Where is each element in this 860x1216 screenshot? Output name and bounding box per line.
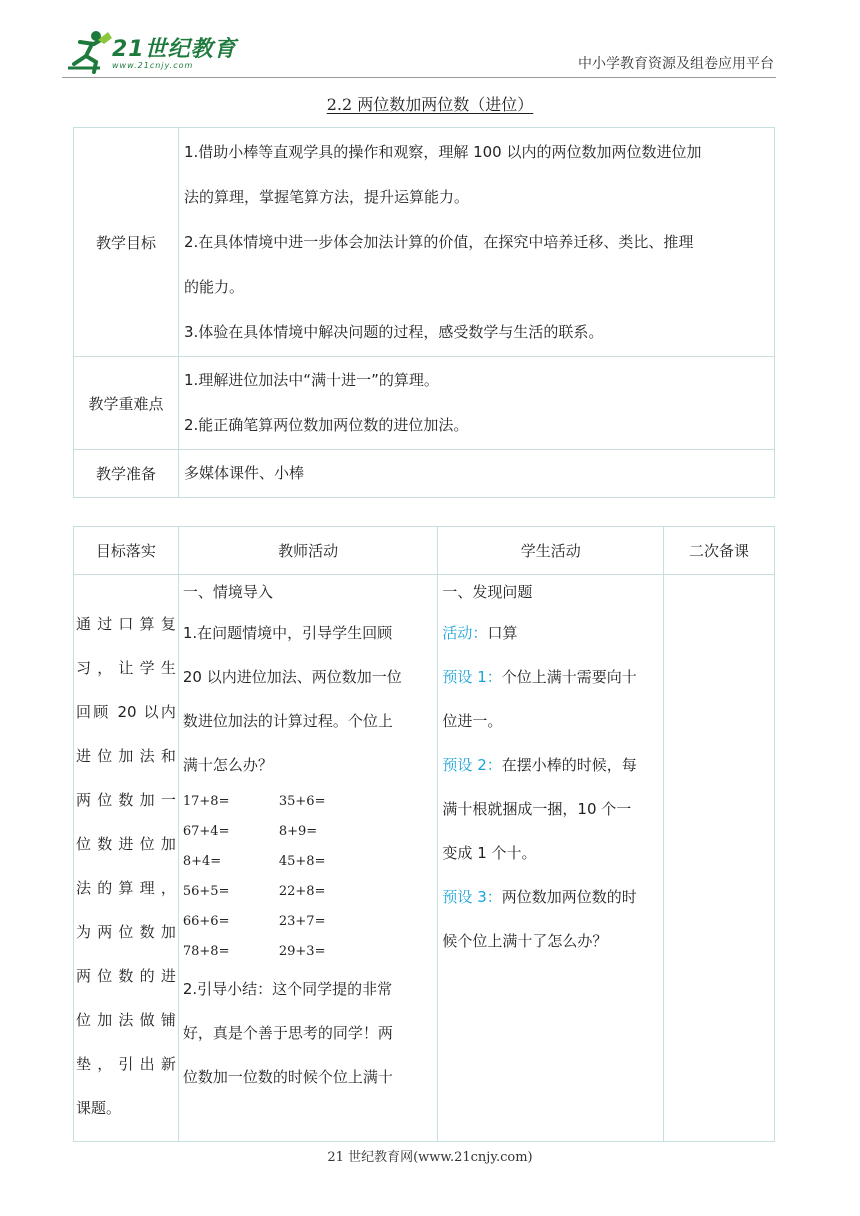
- column-header: 二次备课: [664, 527, 775, 575]
- goal-line: 回顾 20 以内: [76, 703, 176, 721]
- info-table: [73, 127, 775, 498]
- text-line: 2.能正确笔算两位数加两位数的进位加法。: [184, 416, 469, 434]
- goal-line: 通过口算复: [76, 615, 176, 633]
- goal-cell: [74, 575, 179, 1142]
- text-line: 好，真是个善于思考的同学！两: [182, 1024, 393, 1042]
- goal-line: 为两位数加: [76, 923, 176, 941]
- oral-calculation-list: [179, 787, 438, 967]
- text-line: 位数加一位数的时候个位上满十: [182, 1068, 393, 1086]
- oral-row: 56+5= 22+8=: [182, 884, 326, 899]
- oral-row: 78+8= 29+3=: [182, 944, 326, 959]
- preset-line: 预设 1：个位上满十需要向十: [442, 668, 637, 686]
- text-line: 2.在具体情境中进一步体会加法计算的价值，在探究中培养迁移、类比、推理: [184, 232, 694, 251]
- header-divider: [62, 77, 776, 78]
- table-row: [74, 450, 775, 498]
- lesson-plan-table: [73, 526, 775, 1142]
- student-activity-cell: [438, 575, 664, 1142]
- oral-row: 66+6= 23+7=: [182, 914, 326, 929]
- text-line: 的能力。: [184, 277, 245, 296]
- text-line: 变成 1 个十。: [442, 844, 537, 862]
- platform-name: 中小学教育资源及组卷应用平台: [578, 56, 774, 72]
- preset-line: 预设 3：两位数加两位数的时: [442, 888, 637, 906]
- document-title: 2.2 两位数加两位数（进位）: [326, 95, 534, 114]
- teacher-activity-cell: [178, 575, 438, 1142]
- oral-row: 17+8= 35+6=: [182, 794, 326, 809]
- table-row: [74, 575, 775, 1142]
- table-row: [74, 128, 775, 357]
- goal-line: 位数进位加: [76, 835, 176, 853]
- page-footer: 21 世纪教育网(www.21cnjy.com): [327, 1150, 533, 1165]
- text-line: 1.借助小棒等直观学具的操作和观察，理解 100 以内的两位数加两位数进位加: [184, 142, 702, 161]
- text-line: 3.体验在具体情境中解决问题的过程，感受数学与生活的联系。: [184, 322, 604, 341]
- logo-text: 21世纪教育: [112, 37, 237, 62]
- row-label: 教学目标: [74, 128, 179, 357]
- text-line: 20 以内进位加法、两位数加一位: [182, 668, 402, 686]
- objectives-cell: [179, 128, 775, 357]
- activity-line: 活动：口算: [442, 624, 518, 642]
- text-line: 位进一。: [442, 712, 503, 730]
- preparation-cell: [179, 450, 775, 498]
- text-line: 1.在问题情境中，引导学生回顾: [182, 624, 393, 642]
- row-label: 教学准备: [74, 450, 179, 498]
- text-line: 候个位上满十了怎么办？: [442, 932, 608, 950]
- text-line: 数进位加法的计算过程。个位上: [182, 712, 393, 730]
- text-line: 法的算理，掌握笔算方法，提升运算能力。: [184, 187, 470, 206]
- goal-line: 课题。: [76, 1099, 122, 1117]
- text-line: 2.引导小结：这个同学提的非常: [182, 980, 393, 998]
- key-points-cell: [179, 357, 775, 450]
- oral-row: 67+4= 8+9=: [182, 824, 318, 839]
- row-label: 教学重难点: [74, 357, 179, 450]
- logo-url: www.21cnjy.com: [112, 61, 194, 70]
- notes-cell: [664, 575, 775, 1142]
- column-header: 学生活动: [438, 527, 664, 575]
- section-heading: 一、发现问题: [442, 583, 533, 601]
- column-header: 教师活动: [178, 527, 438, 575]
- section-heading: 一、情境导入: [182, 583, 273, 601]
- column-header: 目标落实: [74, 527, 179, 575]
- goal-line: 两位数加一: [76, 791, 176, 809]
- text-line: 满十根就捆成一捆，10 个一: [442, 800, 632, 818]
- table-header-row: [74, 527, 775, 575]
- goal-line: 位加法做铺: [76, 1011, 176, 1029]
- preset-line: 预设 2：在摆小棒的时候，每: [442, 756, 637, 774]
- goal-line: 进位加法和: [76, 747, 176, 765]
- table-row: [74, 357, 775, 450]
- oral-row: 8+4= 45+8=: [182, 854, 326, 869]
- goal-line: 垫，引出新: [76, 1055, 176, 1073]
- goal-line: 习，让学生: [76, 659, 176, 677]
- goal-line: 两位数的进: [76, 967, 176, 985]
- text-line: 1.理解进位加法中“满十进一”的算理。: [184, 371, 439, 389]
- text-line: 多媒体课件、小棒: [184, 464, 305, 482]
- goal-line: 法的算理，: [76, 879, 176, 897]
- text-line: 满十怎么办？: [182, 756, 273, 774]
